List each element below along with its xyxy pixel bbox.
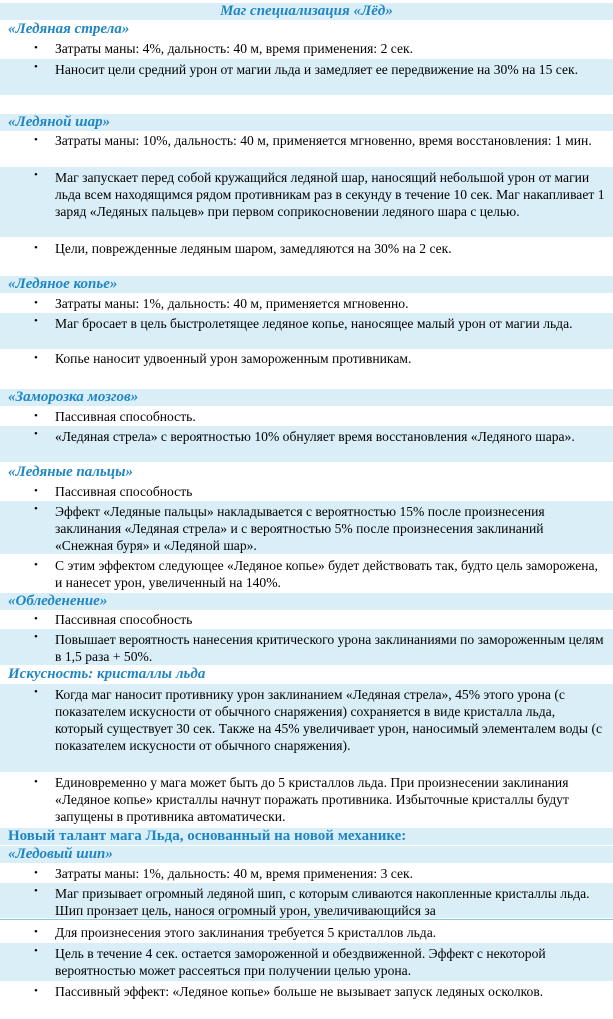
list-item: • Наносит цели средний урон от магии льда и замедляет ее передвижение на 30% на 15 сек. [0,59,613,95]
bullet-icon: • [34,776,38,788]
section-heading-brain-freeze: «Заморозка мозгов» [0,389,613,406]
bullet-icon: • [34,613,38,625]
list-item: • Затраты маны: 1%, дальность: 40 м, применяется мгновенно. [34,296,409,311]
list-item: • Пассивный эффект: «Ледяное копье» больше не вызывает запуск ледяных осколков. [34,984,544,999]
bullet-icon: • [34,297,38,309]
list-item: • Затраты маны: 10%, дальность: 40 м, применяется мгновенно, время восстановления: 1 мин. [34,133,592,148]
section-heading-frozen-orb: «Ледяной шар» [0,114,613,131]
list-item: • Затраты маны: 1%, дальность: 40 м, время применения: 3 сек. [34,866,413,881]
list-item: • С этим эффектом следующее «Ледяное копье» будет действовать так, будто цель заморожена, и нанесет урон, увеличенный на 140%. [34,558,598,590]
bullet-icon: • [34,315,38,327]
new-talent-banner: Новый талант мага Льда, основанный на новой механике: [0,828,613,845]
list-item: • Маг бросает в цель быстролетящее ледяное копье, наносящее малый урон от магии льда. [0,313,613,349]
bullet-icon: • [34,885,38,897]
list-item: • Пассивная способность. [34,409,196,424]
section-heading-fingers-of-frost: «Ледяные пальцы» [8,464,134,480]
list-item: • Повышает вероятность нанесения критического урона заклинаниями по замороженным целям в 1,5 раза + 50%. [0,629,613,665]
bullet-icon: • [34,503,38,515]
bullet-icon: • [34,985,38,997]
bullet-icon: • [34,686,38,698]
bullet-icon: • [34,134,38,146]
bullet-icon: • [34,42,38,54]
list-item: • Пассивная способность [34,612,193,627]
bullet-icon: • [34,169,38,181]
bullet-icon: • [34,428,38,440]
bullet-icon: • [34,485,38,497]
list-item: • Когда маг наносит противнику урон заклинанием «Ледяная стрела», 45% этого урона (с показателем искусности от обычного снаряжения) сохраняется в виде кристалла льда, который существует 30 сек. Также на 45% увеличивает урон, наносимый элементалем воды (с показателем искусности от обычного снаряжения). [0,684,613,772]
bullet-icon: • [34,867,38,879]
list-item: • Эффект «Ледяные пальцы» накладывается с вероятностью 15% после произнесения заклинания «Ледяная стрела» и с вероятностью 5% после произнесения заклинаний «Снежная буря» и «Ледяной шар». [0,501,613,554]
bullet-icon: • [34,631,38,643]
list-item: • Маг запускает перед собой кружащийся ледяной шар, наносящий небольшой урон от магии льда всем находящимся рядом противникам раз в секунду в течение 10 сек. Маг накапливает 1 заряд «Ледяных пальцев» при первом соприкосновении ледяного шара с целью. [0,167,613,237]
section-heading-ice-bolt: «Ледяная стрела» [8,21,130,37]
bullet-icon: • [34,410,38,422]
section-heading-shatter: «Обледенение» [0,593,613,610]
bullet-icon: • [34,559,38,571]
bullet-icon: • [34,242,38,254]
list-item: • Пассивная способность [34,484,193,499]
bullet-icon: • [34,926,38,938]
section-heading-ice-lance: «Ледяное копье» [0,276,613,293]
list-item: • Для произнесения этого заклинания требуется 5 кристаллов льда. [34,925,437,940]
page-divider [0,919,613,920]
bullet-icon: • [34,61,38,73]
list-item: • Единовременно у мага может быть до 5 кристаллов льда. При произнесении заклинания «Ледяное копье» кристаллы начнут поражать противника. Избыточные кристаллы будут запущены в противника автоматически. [34,775,569,824]
list-item: • Цели, поврежденные ледяным шаром, замедляются на 30% на 2 сек. [34,241,452,256]
bullet-icon: • [34,945,38,957]
list-item: • Маг призывает огромный ледяной шип, с которым сливаются накопленные кристаллы льда. Шип пронзает цель, нанося огромный урон, увеличивающийся за [0,883,613,918]
list-item: • Затраты маны: 4%, дальность: 40 м, время применения: 2 сек. [34,41,413,56]
list-item: • Цель в течение 4 сек. остается замороженной и обездвиженной. Эффект с некоторой вероятностью может рассеяться при получении целью урона. [0,943,613,981]
section-heading-glacial-spike: «Ледовый шип» [0,846,613,863]
list-item: • «Ледяная стрела» с вероятностью 10% обнуляет время восстановления «Ледяного шара». [0,426,613,462]
section-heading-mastery-icicles: Искусность: кристаллы льда [8,666,206,682]
page-title: Маг специализация «Лёд» [0,3,613,20]
bullet-icon: • [34,352,38,364]
list-item: • Копье наносит удвоенный урон замороженным противникам. [34,351,412,366]
